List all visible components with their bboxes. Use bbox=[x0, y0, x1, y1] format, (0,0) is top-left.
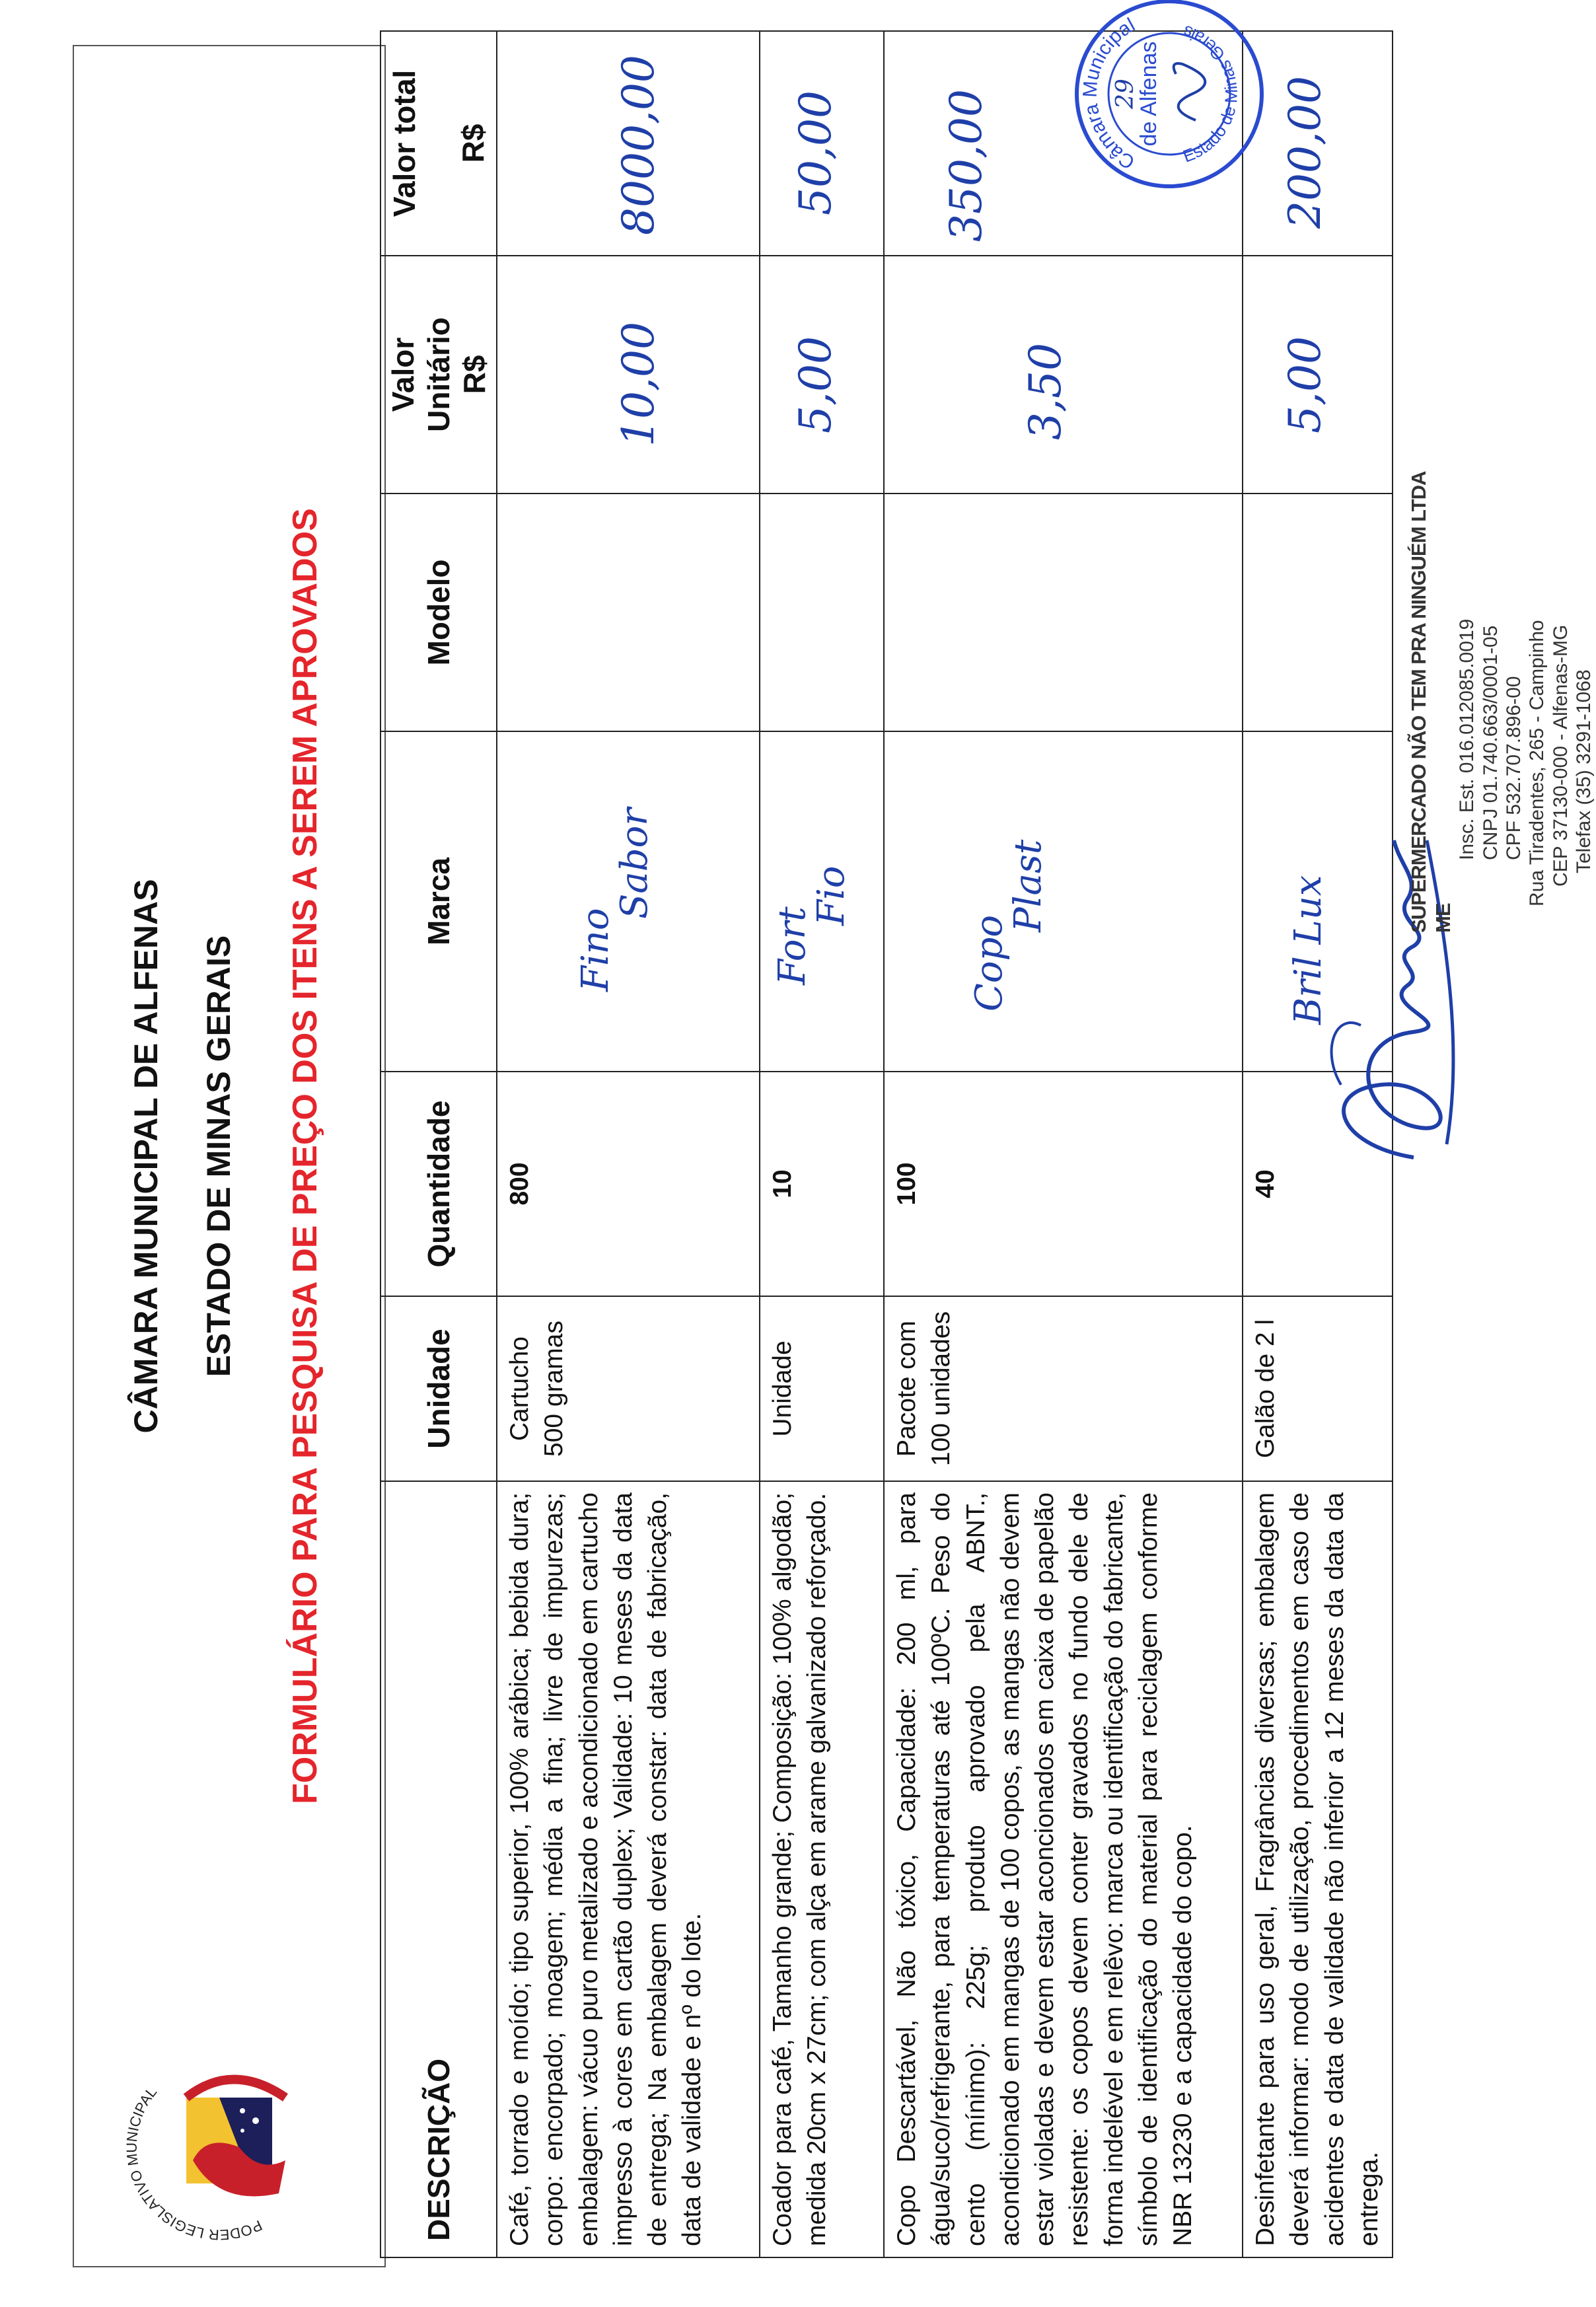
item-unit-line: 500 gramas bbox=[540, 1321, 569, 1457]
item-unit bbox=[497, 1296, 760, 1481]
company-cnpj: CNPJ 01.740.663/0001-05 bbox=[1479, 625, 1502, 860]
unit-price-header-line: Unitário bbox=[421, 317, 456, 432]
item-unit bbox=[884, 1296, 1243, 1481]
handwritten-unit-price: 3,50 bbox=[1020, 343, 1071, 440]
handwritten-brand-line: Sabor bbox=[612, 807, 656, 919]
item-quantity: 800 bbox=[497, 1072, 760, 1296]
handwritten-brand-line: Fino bbox=[574, 908, 617, 992]
seal-initials-mark bbox=[1174, 63, 1206, 120]
company-insc: Insc. Est. 016.012085.0019 bbox=[1456, 618, 1478, 860]
company-cpf: CPF 532.707.896-00 bbox=[1502, 676, 1525, 860]
item-unit bbox=[1243, 1296, 1393, 1481]
total-header-line: Valor total bbox=[387, 69, 421, 217]
handwritten-brand-line: Fort bbox=[771, 906, 814, 985]
handwritten-brand-line: Fio bbox=[809, 865, 853, 926]
item-unit-price bbox=[884, 256, 1243, 494]
handwritten-unit-price: 5,00 bbox=[790, 336, 841, 433]
seal-bottom-text: Estado de Minas Gerais bbox=[1180, 21, 1242, 166]
item-description: Café, torrado e moído; tipo superior, 100% arábica; bebida dura; corpo: encorpado; moagem; média a fina; livre de impurezas; embalagem: vácuo puro metalizado e acondicionado em cartucho impresso à cores em cartão duplex; Validade: 10 meses da data de entrega; Na embalagem deverá constar: data de fabricação, data de validade e nº do lote. bbox=[497, 1481, 760, 2257]
table-row bbox=[497, 31, 760, 2257]
column-header-unit: Unidade bbox=[381, 1296, 497, 1481]
handwritten-brand-line: Copo bbox=[968, 914, 1011, 1011]
item-quantity: 100 bbox=[884, 1072, 1243, 1296]
column-header-brand: Marca bbox=[381, 731, 497, 1072]
handwritten-unit-price: 5,00 bbox=[1280, 336, 1330, 433]
item-total bbox=[497, 31, 760, 256]
seal-center-text: de Alfenas bbox=[1136, 41, 1161, 147]
page-title: CÂMARA MUNICIPAL DE ALFENAS bbox=[127, 879, 164, 1434]
item-quantity: 40 bbox=[1243, 1072, 1393, 1296]
company-phone: Telefax (35) 3291-1068 bbox=[1573, 669, 1595, 873]
unit-price-header-line: Valor bbox=[386, 337, 420, 412]
item-unit-line: Pacote com bbox=[892, 1321, 921, 1457]
company-name: SUPERMERCADO NÃO TEM PRA NINGUÉM LTDA ME bbox=[1407, 472, 1455, 933]
handwritten-brand bbox=[771, 865, 853, 985]
handwritten-total: 8000,00 bbox=[613, 55, 664, 235]
item-description: Desinfetante para uso geral, Fragrâncias diversas; embalagem deverá informar: modo de utilização, procedimentos em caso de acidentes e data de validade não inferior a 12 meses da data da entrega. bbox=[1243, 1481, 1393, 2257]
item-unit-line: Cartucho bbox=[505, 1336, 534, 1442]
handwritten-total: 200,00 bbox=[1280, 76, 1330, 229]
item-model bbox=[1243, 494, 1393, 731]
item-total bbox=[760, 31, 884, 256]
handwritten-brand bbox=[574, 807, 656, 992]
item-unit-price bbox=[497, 256, 760, 494]
chamber-seal-stamp bbox=[1070, 0, 1268, 193]
handwritten-brand bbox=[970, 840, 1048, 1011]
column-header-description: DESCRIÇÃO bbox=[381, 1481, 497, 2257]
logo-arc-text: PODER LEGISLATIVO MUNICIPAL bbox=[123, 2083, 265, 2244]
item-unit-price bbox=[1243, 256, 1393, 494]
item-model bbox=[884, 494, 1243, 731]
item-unit-line: Galão de 2 l bbox=[1251, 1319, 1280, 1459]
item-description: Copo Descartável, Não tóxico, Capacidade: 200 ml, para água/suco/refrigerante, para temperaturas até 100ºC. Peso do cento (mínimo): 225g; produto aprovado pela ABNT., acondicionado em mangas de 100 copos, as mangas não devem estar violadas e devem estar aconcionados em caixa de papelão resistente: os copos devem conter gravados no fundo dele de forma indelével e em relêvo: marca ou identificação do fabricante, símbolo de identificação do material para reciclagem conforme NBR 13230 e a capacidade do copo. bbox=[884, 1481, 1243, 2257]
item-model bbox=[760, 494, 884, 731]
table-header-row bbox=[381, 31, 497, 2257]
item-brand bbox=[884, 731, 1243, 1072]
handwritten-brand-line: Plast bbox=[1006, 839, 1050, 932]
company-stamp bbox=[1407, 457, 1596, 933]
handwritten-unit-price: 10,00 bbox=[613, 322, 664, 447]
item-quantity: 10 bbox=[760, 1072, 884, 1296]
item-description: Coador para café, Tamanho grande; Composição: 100% algodão; medida 20cm x 27cm; com alça em arame galvanizado reforçado. bbox=[760, 1481, 884, 2257]
column-header-unit-price bbox=[381, 256, 497, 494]
seal-page-number: 29 bbox=[1112, 79, 1139, 109]
column-header-model: Modelo bbox=[381, 494, 497, 731]
seal-top-text: Câmara Municipal bbox=[1079, 14, 1139, 174]
handwritten-total: 50,00 bbox=[790, 91, 841, 215]
item-unit bbox=[760, 1296, 884, 1481]
form-title: FORMULÁRIO PARA PESQUISA DE PREÇO DOS ITENS A SEREM APROVADOS bbox=[286, 508, 324, 1804]
state-subtitle: ESTADO DE MINAS GERAIS bbox=[200, 935, 237, 1377]
handwritten-brand-line: Bril Lux bbox=[1287, 875, 1330, 1025]
company-cep: CEP 37130-000 - Alfenas-MG bbox=[1549, 624, 1572, 887]
company-address: Rua Tiradentes, 265 - Campinho bbox=[1526, 620, 1548, 906]
total-header-line: R$ bbox=[456, 124, 490, 163]
column-header-quantity: Quantidade bbox=[381, 1072, 497, 1296]
item-unit-line: 100 unidades bbox=[927, 1311, 956, 1467]
item-brand bbox=[760, 731, 884, 1072]
document-header bbox=[73, 45, 386, 2267]
price-survey-table bbox=[380, 30, 1393, 2258]
item-unit-price bbox=[760, 256, 884, 494]
item-model bbox=[497, 494, 760, 731]
item-brand bbox=[497, 731, 760, 1072]
unit-price-header-line: R$ bbox=[457, 355, 491, 394]
column-header-total bbox=[381, 31, 497, 256]
item-unit-line: Unidade bbox=[768, 1340, 797, 1437]
table-row bbox=[760, 31, 884, 2257]
handwritten-total: 350,00 bbox=[941, 89, 992, 242]
table-row bbox=[884, 31, 1243, 2257]
